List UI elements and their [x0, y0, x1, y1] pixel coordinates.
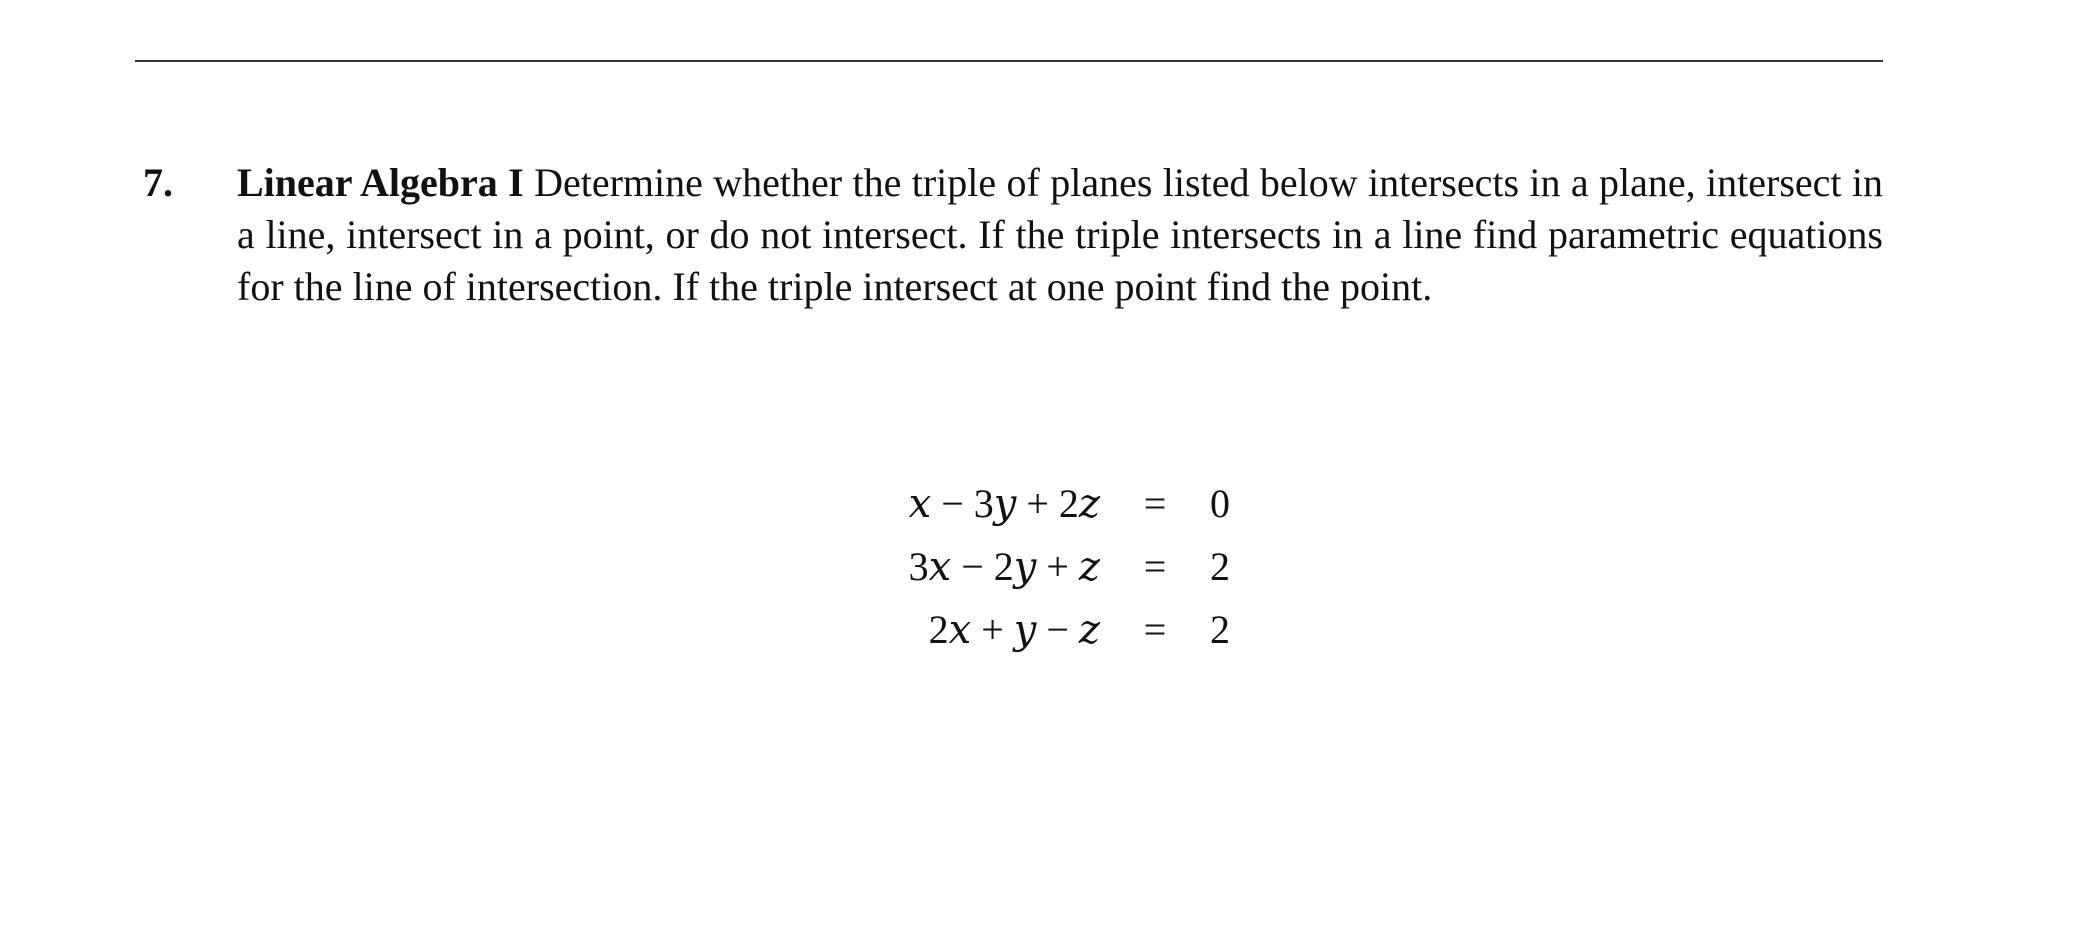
equation-rhs: 2 — [1210, 544, 1230, 589]
equation-row — [880, 535, 1230, 598]
equation-row — [880, 472, 1230, 535]
problem-title: Linear Algebra I — [237, 160, 524, 205]
equation-rhs: 0 — [1210, 481, 1230, 526]
equation-lhs: 𝑥 − 3𝑦 + 2𝑧 — [908, 481, 1100, 526]
problem-text: Determine whether the triple of planes listed below intersects in a plane, intersect in a line, intersect in a point, or do not intersect. If the triple intersects in a line find parametric equations for the line of intersection. If the triple intersect at one point find the point. — [237, 160, 1884, 309]
equation-lhs: 3𝑥 − 2𝑦 + 𝑧 — [908, 544, 1100, 589]
equation-rhs: 2 — [1210, 607, 1230, 652]
equation-system — [880, 472, 1230, 661]
equation-relation: = — [1143, 607, 1167, 652]
equation-relation: = — [1143, 544, 1167, 589]
top-horizontal-rule — [135, 60, 1883, 62]
equation-relation: = — [1143, 481, 1167, 526]
equation-row — [880, 598, 1230, 661]
problem-statement — [237, 157, 1883, 313]
equation-lhs: 2𝑥 + 𝑦 − 𝑧 — [928, 607, 1100, 652]
problem-number: 7. — [143, 160, 173, 205]
